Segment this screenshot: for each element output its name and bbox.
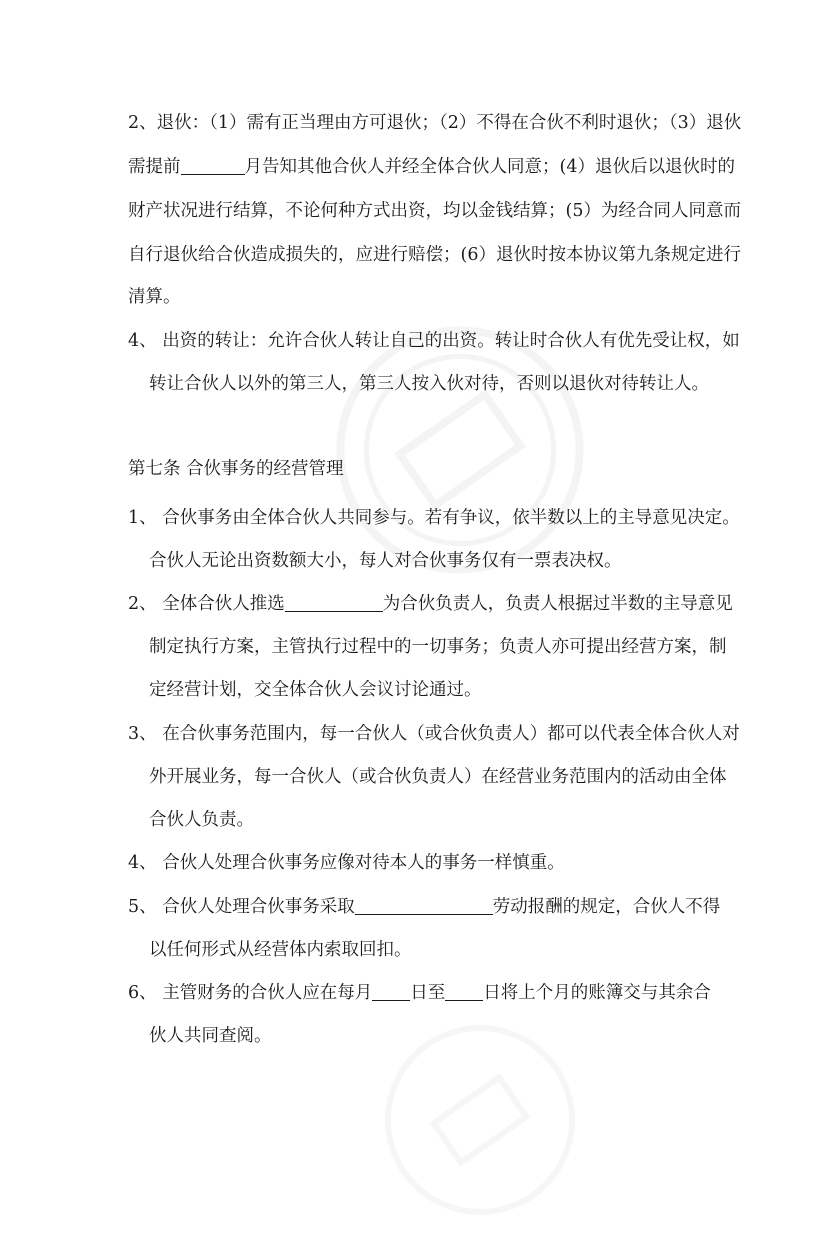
item-1-line-1: 1、 合伙事务由全体合伙人共同参与。若有争议，依半数以上的主导意见决定。 xyxy=(128,508,740,528)
end-day-blank[interactable] xyxy=(445,980,483,1001)
transfer-line-1: 4、 出资的转让：允许合伙人转让自己的出资。转让时合伙人有优先受让权，如 xyxy=(128,331,740,351)
item-2-line-1-post: 为合伙负责人，负责人根据过半数的主导意见 xyxy=(382,594,733,614)
item-5-line-1-post: 劳动报酬的规定，合伙人不得 xyxy=(492,897,721,917)
transfer-line-2: 转让合伙人以外的第三人，第三人按入伙对待，否则以退伙对待转让人。 xyxy=(149,374,709,394)
withdraw-line-1: 2、退伙：（1）需有正当理由方可退伙；（2）不得在合伙不利时退伙；（3）退伙 xyxy=(128,113,742,133)
item-5-line-1-pre: 5、 合伙人处理合伙事务采取 xyxy=(128,897,355,917)
item-1-line-2: 合伙人无论出资数额大小，每人对合伙事务仅有一票表决权。 xyxy=(149,551,622,571)
item-6-line-1-post: 日将上个月的账簿交与其余合 xyxy=(483,983,711,1003)
withdraw-line-5: 清算。 xyxy=(128,287,181,307)
item-6-line-2: 伙人共同查阅。 xyxy=(149,1026,272,1046)
item-2-line-1 xyxy=(128,582,733,626)
withdraw-line-4: 自行退伙给合伙造成损失的，应进行赔偿；(6）退伙时按本协议第九条规定进行 xyxy=(128,245,741,265)
item-3-line-3: 合伙人负责。 xyxy=(149,810,254,830)
manager-name-blank[interactable] xyxy=(285,591,383,612)
item-3-line-2: 外开展业务，每一合伙人（或合伙负责人）在经营业务范围内的活动由全体 xyxy=(149,767,727,787)
item-2-line-3: 定经营计划，交全体合伙人会议讨论通过。 xyxy=(149,680,482,700)
labor-compensation-blank[interactable] xyxy=(355,894,493,915)
withdraw-line-2-post: 月告知其他合伙人并经全体合伙人同意；(4）退伙后以退伙时的 xyxy=(244,157,735,177)
watermark-seal-icon-2 xyxy=(341,981,620,1259)
item-5-line-2: 以任何形式从经营体内索取回扣。 xyxy=(149,940,412,960)
withdraw-line-2-pre: 需提前 xyxy=(128,157,181,177)
item-2-line-2: 制定执行方案，主管执行过程中的一切事务；负责人亦可提出经营方案，制 xyxy=(149,637,727,657)
item-2-line-1-pre: 2、 全体合伙人推选 xyxy=(128,594,285,614)
item-3-line-1: 3、 在合伙事务范围内，每一合伙人（或合伙负责人）都可以代表全体合伙人对 xyxy=(128,724,740,744)
notice-months-blank[interactable] xyxy=(181,154,245,175)
article-7-heading: 第七条 合伙事务的经营管理 xyxy=(128,459,344,479)
item-4-line-1: 4、 合伙人处理合伙事务应像对待本人的事务一样慎重。 xyxy=(128,853,565,873)
withdraw-line-3: 财产状况进行结算，不论何种方式出资，均以金钱结算；(5）为经合同人同意而 xyxy=(128,201,741,221)
item-6-line-1 xyxy=(128,971,711,1015)
item-6-line-1-mid: 日至 xyxy=(410,983,446,1003)
start-day-blank[interactable] xyxy=(372,980,410,1001)
withdraw-line-2 xyxy=(128,145,735,189)
item-5-line-1 xyxy=(128,885,720,929)
item-6-line-1-pre: 6、 主管财务的合伙人应在每月 xyxy=(128,983,373,1003)
